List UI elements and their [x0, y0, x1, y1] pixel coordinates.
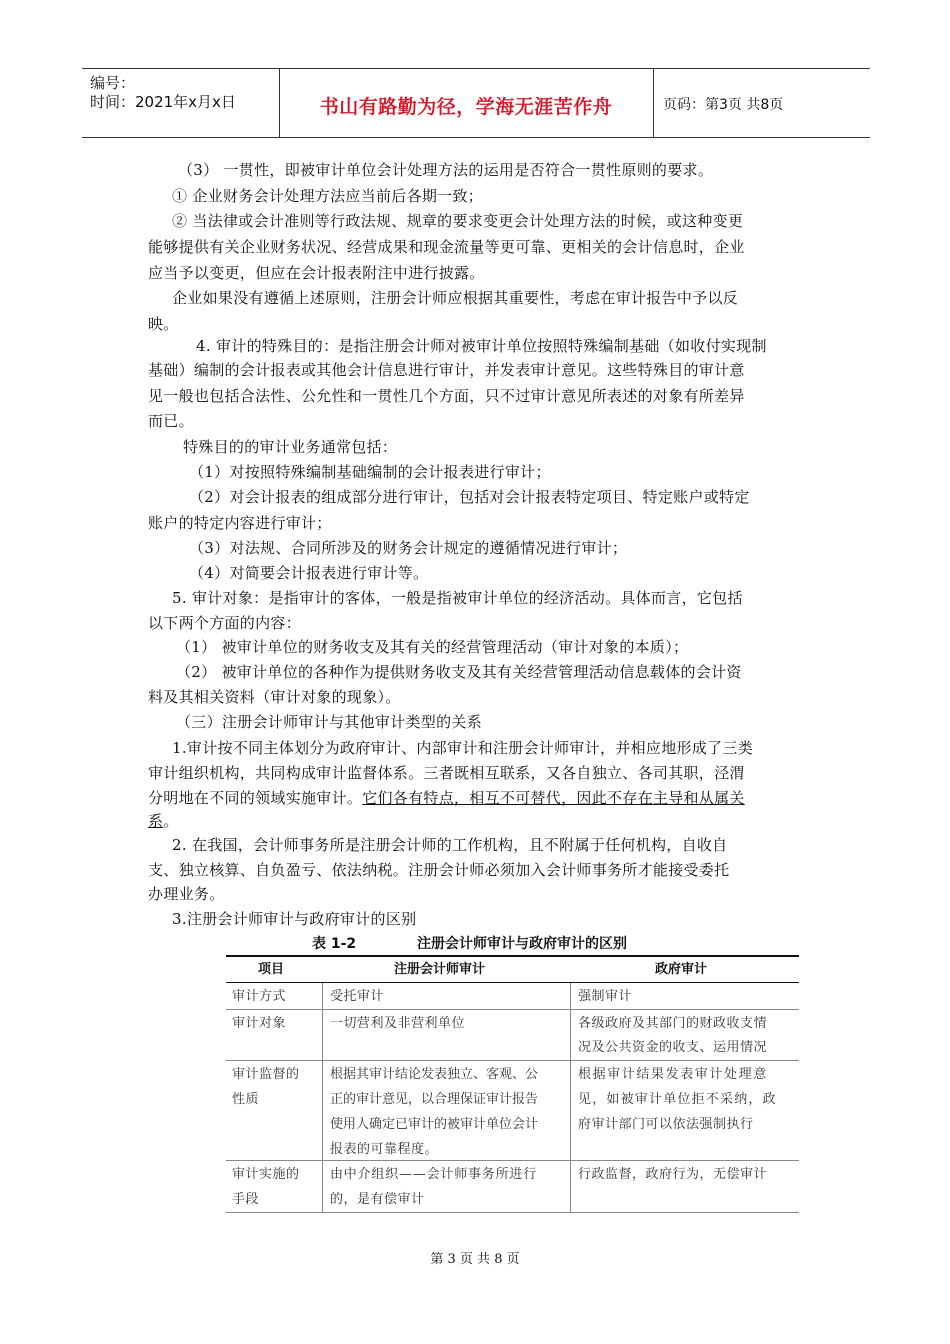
table-cell: 性质 [232, 1092, 260, 1107]
page-header [82, 68, 870, 138]
header-page-cell [653, 69, 870, 137]
table-header-rule [226, 982, 799, 983]
body-line: 5. 审计对象：是指审计的客体，一般是指被审计单位的经济活动。具体而言，它包括 [172, 589, 743, 607]
underlined-text: 它们各有特点，相互不可替代，因此不存在主导和从属关 [362, 789, 745, 807]
table-cell: 一切营利及非营利单位 [330, 1016, 466, 1031]
body-text-segment: 分明地在不同的领域实施审计。 [148, 789, 363, 807]
body-line: （2）对会计报表的组成部分进行审计，包括对会计报表特定项目、特定账户或特定 [189, 488, 750, 506]
table-cell: 手段 [232, 1192, 260, 1207]
table-top-rule [226, 955, 799, 957]
body-line: 审计组织机构，共同构成审计监督体系。三者既相互联系，又各自独立、各司其职，泾渭 [148, 764, 745, 782]
body-line: 以下两个方面的内容： [148, 614, 302, 632]
header-motto-cell [279, 69, 654, 137]
body-line: 1.审计按不同主体划分为政府审计、内部审计和注册会计师审计，并相应地形成了三类 [172, 739, 754, 757]
table-cell: 报表的可靠程度。 [330, 1142, 439, 1157]
page-footer-number: 第 3 页 共 8 页 [430, 1252, 520, 1267]
header-motto: 书山有路勤为径，学海无涯苦作舟 [319, 96, 613, 118]
table-header-gov: 政府审计 [655, 962, 708, 977]
body-line: 账户的特定内容进行审计； [148, 514, 332, 532]
section-heading: （三）注册会计师审计与其他审计类型的关系 [176, 713, 483, 731]
table-row-rule [226, 1160, 799, 1161]
underlined-text: 系 [148, 812, 164, 830]
body-line: （2） 被审计单位的各种作为提供财务收支及其有关经营管理活动信息载体的会计资 [176, 663, 742, 681]
table-cell: 府审计部门可以依法强制执行 [578, 1117, 754, 1132]
document-number-label: 编号： [90, 74, 136, 92]
table-cell: 况及公共资金的收支、运用情况 [578, 1040, 768, 1055]
body-line: 2. 在我国，会计师事务所是注册会计师的工作机构，且不附属于任何机构，自收自 [172, 836, 728, 854]
body-line: 能够提供有关企业财务状况、经营成果和现金流量等更可靠、更相关的会计信息时，企业 [148, 238, 745, 256]
body-line: 应当予以变更，但应在会计报表附注中进行披露。 [148, 264, 485, 282]
body-text-segment: 。 [163, 812, 179, 830]
table-cell: 根据审计结果发表审计处理意 [578, 1067, 768, 1082]
table-cell: 由中介组织——会计师事务所进行 [330, 1167, 538, 1182]
body-line: 见一般也包括合法性、公允性和一贯性几个方面，只不过审计意见所表述的对象有所差异 [148, 387, 745, 405]
table-cell: 审计方式 [232, 989, 287, 1004]
table-row-rule [226, 1009, 799, 1010]
body-line: 基础）编制的会计报表或其他会计信息进行审计，并发表审计意见。这些特殊目的审计意 [148, 361, 745, 379]
table-cell: 审计监督的 [232, 1067, 300, 1082]
body-line: 特殊目的的审计业务通常包括： [183, 438, 398, 456]
table-caption-number: 表 1-2 [312, 936, 357, 952]
table-cell: 受托审计 [330, 989, 385, 1004]
table-cell: 的，是有偿审计 [330, 1192, 425, 1207]
body-line: （1）对按照特殊编制基础编制的会计报表进行审计； [189, 463, 551, 481]
body-line [148, 810, 179, 832]
table-cell: 正的审计意见，以合理保证审计报告 [330, 1092, 539, 1107]
body-line: 3.注册会计师审计与政府审计的区别 [172, 910, 417, 928]
body-line: （3）对法规、合同所涉及的财务会计规定的遵循情况进行审计； [189, 539, 628, 557]
header-page-number: 页码：第3页 共8页 [663, 97, 784, 113]
table-cell: 审计对象 [232, 1016, 287, 1031]
table-header-cpa: 注册会计师审计 [394, 962, 486, 977]
body-line: 企业如果没有遵循上述原则，注册会计师应根据其重要性，考虑在审计报告中予以反 [172, 289, 739, 307]
table-cell: 根据其审计结论发表独立、客观、公 [330, 1067, 539, 1082]
table-caption-title: 注册会计师审计与政府审计的区别 [417, 936, 627, 952]
table-cell: 见，如被审计单位拒不采纳，政 [578, 1092, 777, 1107]
table-cell: 强制审计 [578, 989, 633, 1004]
body-line: 4. 审计的特殊目的：是指注册会计师对被审计单位按照特殊编制基础（如收付实现制 [196, 337, 767, 355]
table-cell: 各级政府及其部门的财政收支情 [578, 1016, 768, 1031]
table-column-rule [570, 983, 571, 1212]
body-line: ② 当法律或会计准则等行政法规、规章的要求变更会计处理方法的时候，或这种变更 [172, 212, 744, 230]
body-line: 支、独立核算、自负盈亏、依法纳税。注册会计师必须加入会计师事务所才能接受委托 [148, 861, 730, 879]
table-header-item: 项目 [258, 962, 285, 977]
body-line: 而已。 [148, 412, 194, 430]
body-line [148, 787, 745, 809]
table-column-rule [322, 983, 323, 1212]
table-bottom-rule [226, 1212, 799, 1213]
body-line: 映。 [148, 315, 179, 333]
table-cell: 使用人确定已审计的被审计单位会计 [330, 1117, 539, 1132]
header-meta-cell [82, 69, 280, 137]
body-line: （4）对简要会计报表进行审计等。 [189, 564, 429, 582]
table-cell: 审计实施的 [232, 1167, 300, 1182]
table-cell: 行政监督，政府行为，无偿审计 [578, 1167, 768, 1182]
document-date-label: 时间：2021年x月x日 [90, 93, 236, 111]
body-line: 料及其相关资料（审计对象的现象）。 [148, 688, 401, 706]
body-line: 办理业务。 [148, 885, 225, 903]
table-row-rule [226, 1060, 799, 1061]
body-line: （3） 一贯性，即被审计单位会计处理方法的运用是否符合一贯性原则的要求。 [178, 161, 714, 179]
body-line: ① 企业财务会计处理方法应当前后各期一致； [172, 187, 484, 205]
body-line: （1） 被审计单位的财务收支及其有关的经营管理活动（审计对象的本质）； [176, 638, 689, 656]
